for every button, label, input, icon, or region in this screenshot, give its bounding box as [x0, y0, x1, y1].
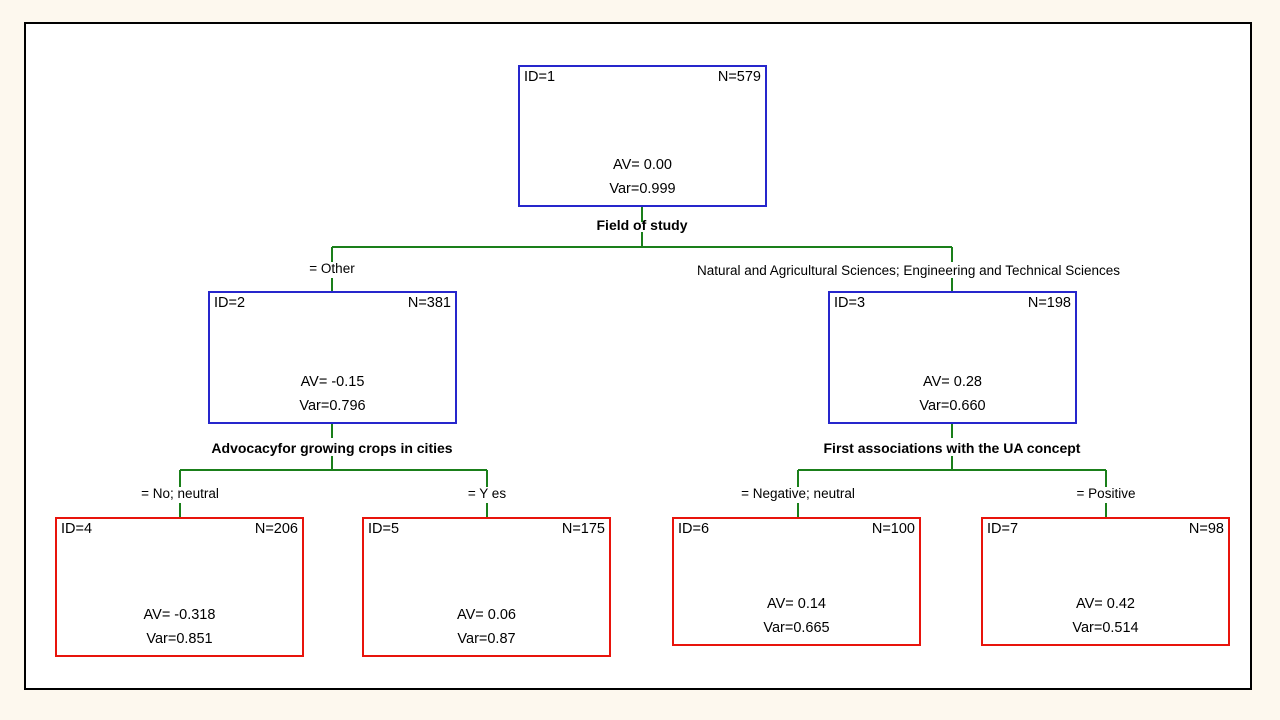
node-var-label: Var=0.665 [763, 620, 830, 636]
tree-node-2[interactable] [208, 291, 457, 424]
node-av-label: AV= -0.318 [143, 607, 216, 623]
tree-node-1[interactable] [518, 65, 767, 207]
split-variable-advocacy-growing-crops: Advocacyfor growing crops in cities [211, 440, 453, 456]
node-body [983, 596, 1228, 636]
node-header [834, 295, 1071, 311]
node-header [61, 521, 298, 537]
node-av-label: AV= 0.06 [457, 607, 516, 623]
tree-node-4[interactable] [55, 517, 304, 657]
branch-label-negative-neutral: = Negative; neutral [741, 486, 855, 501]
tree-node-5[interactable] [362, 517, 611, 657]
node-n-label: N=98 [1188, 521, 1224, 537]
node-header [214, 295, 451, 311]
node-header [987, 521, 1224, 537]
node-header [524, 69, 761, 85]
node-id-label: ID=6 [678, 521, 710, 537]
node-header [678, 521, 915, 537]
split-variable-first-associations-ua: First associations with the UA concept [823, 440, 1081, 456]
node-var-label: Var=0.796 [299, 398, 366, 414]
node-av-label: AV= 0.00 [613, 157, 672, 173]
node-av-label: AV= -0.15 [300, 374, 365, 390]
branch-label-yes: = Y es [467, 486, 507, 501]
node-n-label: N=381 [407, 295, 451, 311]
node-n-label: N=175 [561, 521, 605, 537]
tree-node-7[interactable] [981, 517, 1230, 646]
node-header [368, 521, 605, 537]
node-av-label: AV= 0.14 [767, 596, 826, 612]
node-av-label: AV= 0.28 [923, 374, 982, 390]
node-var-label: Var=0.999 [609, 181, 676, 197]
node-var-label: Var=0.660 [919, 398, 986, 414]
node-id-label: ID=5 [368, 521, 400, 537]
split-variable-field-of-study: Field of study [596, 217, 688, 233]
branch-label-no-neutral: = No; neutral [141, 486, 219, 501]
tree-node-6[interactable] [672, 517, 921, 646]
node-body [520, 157, 765, 197]
branch-label-positive: = Positive [1076, 486, 1136, 501]
node-id-label: ID=3 [834, 295, 866, 311]
node-n-label: N=198 [1027, 295, 1071, 311]
node-id-label: ID=7 [987, 521, 1019, 537]
node-id-label: ID=1 [524, 69, 556, 85]
node-var-label: Var=0.851 [146, 631, 213, 647]
node-n-label: N=206 [254, 521, 298, 537]
node-n-label: N=100 [871, 521, 915, 537]
tree-node-3[interactable] [828, 291, 1077, 424]
node-body [210, 374, 455, 414]
node-n-label: N=579 [717, 69, 761, 85]
node-body [830, 374, 1075, 414]
node-body [674, 596, 919, 636]
node-id-label: ID=4 [61, 521, 93, 537]
node-body [364, 607, 609, 647]
node-body [57, 607, 302, 647]
branch-label-other: = Other [309, 261, 355, 276]
node-var-label: Var=0.514 [1072, 620, 1139, 636]
node-id-label: ID=2 [214, 295, 246, 311]
node-var-label: Var=0.87 [457, 631, 516, 647]
node-av-label: AV= 0.42 [1076, 596, 1135, 612]
branch-label-natural-agricultural-engineering: Natural and Agricultural Sciences; Engineering and Technical Sciences [697, 263, 1121, 278]
